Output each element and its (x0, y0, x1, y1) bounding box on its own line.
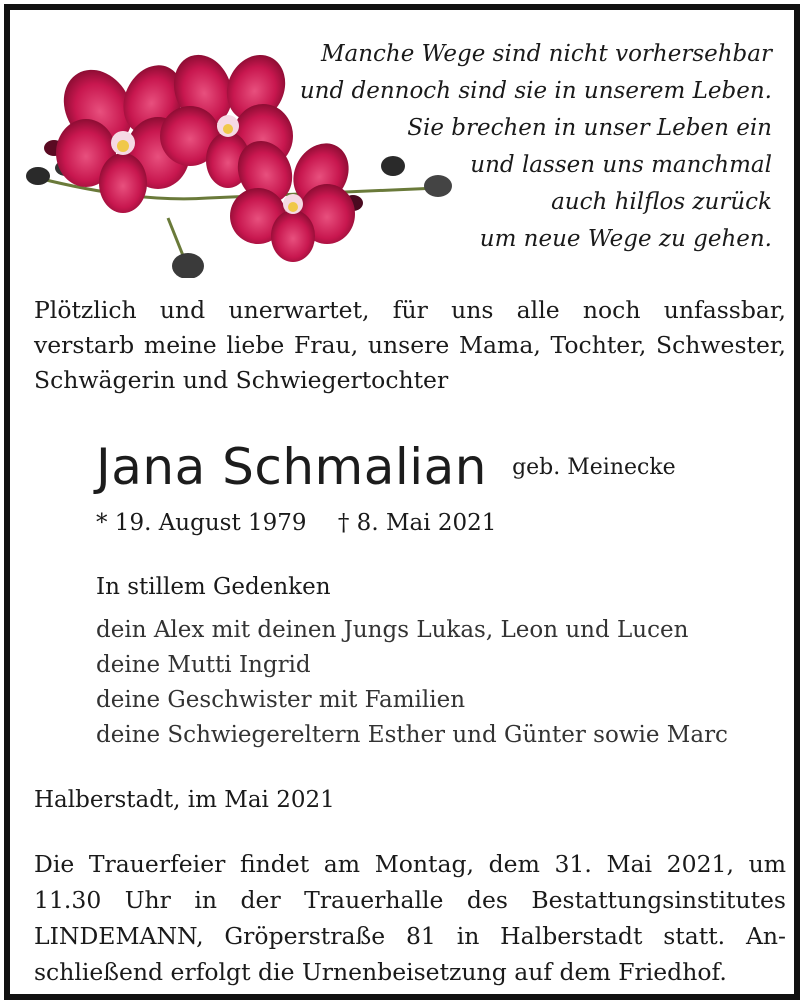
funeral-line: 11.30 Uhr in der Trauerhalle des Bestattungsinstitutes (34, 886, 786, 914)
mourner-line: deine Mutti Ingrid (96, 652, 311, 678)
mourner-line: deine Schwiegereltern Esther und Günter sowie Marc (96, 722, 728, 748)
maiden-name: geb. Meinecke (512, 455, 676, 480)
death-date: † 8. Mai 2021 (337, 510, 497, 536)
announcement-text (34, 293, 786, 398)
poem-line: um neue Wege zu gehen. (479, 226, 772, 252)
mourner-line: deine Geschwister mit Familien (96, 687, 466, 713)
deceased-name-row (96, 438, 756, 496)
poem-line: auch hilflos zurück (551, 189, 772, 215)
poem-line: und dennoch sind sie in unserem Leben. (299, 78, 772, 104)
announcement-line: verstarb meine liebe Frau, unsere Mama, Tochter, Schwester, (34, 331, 786, 359)
birth-date: * 19. August 1979 (96, 510, 307, 536)
memory-heading: In stillem Gedenken (96, 574, 331, 600)
funeral-line: LINDEMANN, Gröperstraße 81 in Halberstadt statt. An- (34, 922, 786, 950)
poem-line: und lassen uns manchmal (470, 152, 772, 178)
funeral-line: schließend erfolgt die Urnenbeisetzung auf dem Friedhof. (34, 958, 727, 986)
poem (252, 36, 772, 258)
funeral-info (34, 846, 786, 990)
announcement-line: Plötzlich und unerwartet, für uns alle noch unfassbar, (34, 296, 786, 324)
mourner-line: dein Alex mit deinen Jungs Lukas, Leon und Lucen (96, 617, 689, 643)
funeral-line: Die Trauerfeier findet am Montag, dem 31. Mai 2021, um (34, 850, 786, 878)
poem-line: Manche Wege sind nicht vorhersehbar (320, 41, 772, 67)
place-date: Halberstadt, im Mai 2021 (34, 787, 335, 813)
deceased-name: Jana Schmalian (96, 438, 487, 496)
life-dates (96, 510, 496, 536)
obituary-frame (4, 4, 800, 1000)
poem-line: Sie brechen in unser Leben ein (407, 115, 772, 141)
mourners-list (96, 613, 728, 753)
announcement-line: Schwägerin und Schwiegertochter (34, 366, 449, 394)
